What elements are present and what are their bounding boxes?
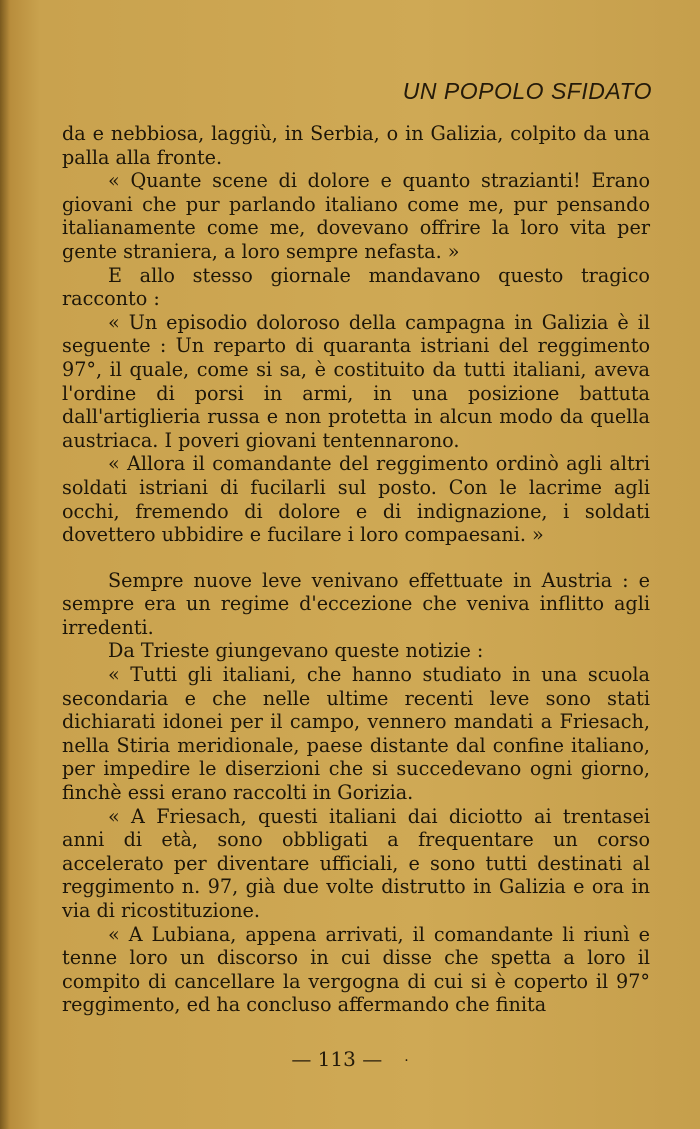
paragraph: « Un episodio doloroso della campagna in Galizia è il seguente : Un reparto di quaranta istriani del reggimento 97°, il quale, come si sa, è costituito da tutti italiani, aveva l'ordine di porsi in armi, in una posizione battuta dall'artiglieria russa e non protetta in alcun modo da quella austriaca. I poveri giovani tentennarono.: [62, 310, 650, 452]
paragraph: « A Friesach, questi italiani dai diciotto ai trentasei anni di età, sono obbligati a frequentare un corso accelerato per diventare ufficiali, e sono tutti destinati al reggimento n. 97, già due volte distrutto in Galizia e ora in via di ricostituzione.: [62, 804, 650, 922]
paragraph: « Allora il comandante del reggimento ordinò agli altri soldati istriani di fucilarli sul posto. Con le lacrime agli occhi, fremendo di dolore e di indignazione, i soldati dovettero ubbidire e fucilare i loro compaesani. »: [62, 452, 650, 547]
page-number: — 113 —: [291, 1047, 383, 1071]
paragraph: « Quante scene di dolore e quanto strazianti! Erano giovani che pur parlando italiano come me, pur pensando italianamente come me, dovevano offrire la loro vita per gente straniera, a loro sempre nefasta. »: [62, 169, 650, 263]
paragraph: « A Lubiana, appena arrivati, il comandante li riunì e tenne loro un discorso in cui disse che spetta a loro il compito di cancellare la vergogna di cui si è coperto il 97° reggimento, ed ha concluso affermando che finita: [62, 922, 650, 1017]
paragraph: Da Trieste giungevano queste notizie :: [108, 639, 484, 663]
paragraph: Sempre nuove leve venivano effettuate in Austria : e sempre era un regime d'eccezione che veniva inflitto agli irredenti.: [62, 568, 650, 639]
footer-mark: ·: [404, 1052, 409, 1069]
paragraph: E allo stesso giornale mandavano questo tragico racconto :: [62, 263, 650, 311]
paragraph: da e nebbiosa, laggiù, in Serbia, o in Galizia, colpito da una palla alla fronte.: [62, 122, 650, 169]
body-text: [62, 122, 650, 1017]
running-header: UN POPOLO SFIDATO: [402, 78, 652, 104]
paragraph: « Tutti gli italiani, che hanno studiato in una scuola secondaria e che nelle ultime recenti leve sono stati dichiarati idonei per il campo, vennero mandati a Friesach, nella Stiria meridionale, paese distante dal confine italiano, per impedire le diserzioni che si succedevano ogni giorno, finchè essi erano raccolti in Gorizia.: [62, 663, 650, 805]
page-footer: [0, 1047, 700, 1071]
